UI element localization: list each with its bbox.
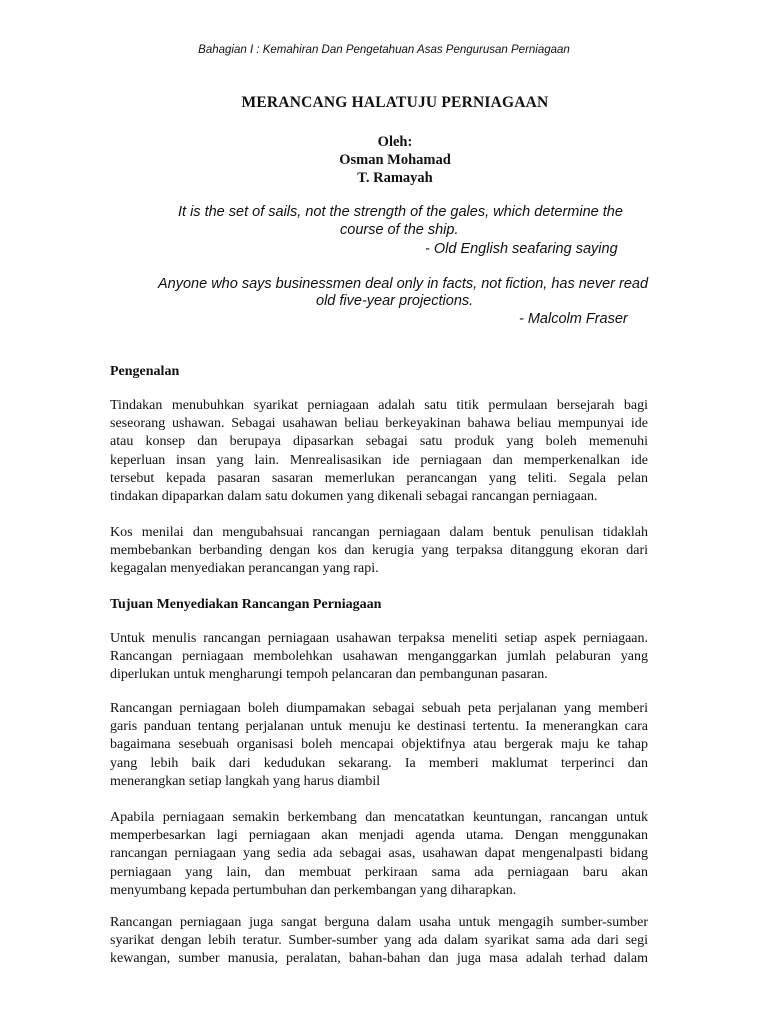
author-name: T. Ramayah: [357, 170, 433, 186]
paragraph: [110, 809, 648, 900]
running-head: Bahagian I : Kemahiran Dan Pengetahuan Asas Pengurusan Perniagaan: [198, 44, 570, 56]
paragraph-line: menyumbang kepada pertumbuhan dan perkembangan yang diharapkan.: [110, 882, 517, 898]
epigraph-line: course of the ship.: [340, 222, 459, 238]
paragraph-line: kegagalan menyediakan perancangan yang rapi.: [110, 561, 379, 577]
author-name: Osman Mohamad: [339, 152, 451, 168]
paragraph-line: Apabila perniagaan semakin berkembang dan mencatatkan keuntungan, rancangan untuk: [110, 810, 648, 825]
epigraph-line: Anyone who says businessmen deal only in facts, not fiction, has never read: [158, 276, 649, 292]
paragraph: [110, 914, 648, 969]
paragraph-line: menerangkan setiap langkah yang harus diambil: [110, 773, 381, 789]
epigraph: [0, 203, 768, 263]
paragraph-line: syarikat dengan lebih teratur. Sumber-sumber yang ada dalam syarikat sama ada dari segi: [110, 933, 648, 949]
paragraph-line: kewangan, sumber manusia, peralatan, bahan-bahan dan juga masa adalah terhad dalam: [110, 951, 648, 967]
paragraph-line: perniagaan yang lain, dan membuat perkiraan sama ada perniagaan baru akan: [110, 864, 648, 880]
paragraph-line: Untuk menulis rancangan perniagaan usahawan terpaksa meneliti setiap aspek perniagaan.: [110, 631, 648, 646]
paragraph-line: yang lebih baik dari kedudukan sekarang. Ia memberi maklumat terperinci dan: [110, 755, 648, 771]
document-title: MERANCANG HALATUJU PERNIAGAAN: [241, 94, 549, 111]
paragraph-line: Rancangan perniagaan juga sangat berguna dalam usaha untuk mengagih sumber-sumber: [110, 915, 648, 930]
paragraph-line: Kos menilai dan mengubahsuai rancangan perniagaan dalam bentuk penulisan tidaklah: [110, 525, 648, 540]
epigraph-line: It is the set of sails, not the strength of the gales, which determine the: [178, 204, 623, 220]
paragraph-line: Rancangan perniagaan membolehkan usahawan menganggarkan jumlah pelaburan yang: [110, 649, 648, 665]
paragraph-line: Rancangan perniagaan boleh diumpamakan sebagai sebuah peta perjalanan yang memberi: [110, 701, 648, 716]
paragraph-line: atau konsep dan berupaya dipasarkan sebagai satu produk yang boleh memenuhi: [110, 434, 648, 450]
paragraph-line: rancangan perniagaan yang sedia ada sebagai asas, usahawan dapat mengenalpasti bidang: [110, 846, 648, 862]
paragraph-line: keperluan insan yang lain. Menrealisasikan ide perniagaan dan memperkenalkan ide: [110, 452, 648, 468]
byline-label: Oleh:: [377, 134, 413, 150]
paragraph-line: diperlukan untuk mengharungi tempoh pelancaran dan pembangunan pasaran.: [110, 667, 548, 683]
section-heading: Tujuan Menyediakan Rancangan Perniagaan: [110, 597, 382, 612]
paragraph: [110, 630, 648, 685]
epigraph: [0, 275, 768, 335]
paragraph: [110, 524, 648, 579]
epigraph-attribution: - Malcolm Fraser: [519, 311, 628, 327]
paragraph-line: memperbesarkan lagi perniagaan akan menjadi agenda utama. Dengan menggunakan: [110, 828, 648, 844]
paragraph-line: tindakan dipaparkan dalam satu dokumen yang dikenali sebagai rancangan perniagaan.: [110, 488, 598, 504]
section-heading: Pengenalan: [110, 364, 180, 379]
paragraph-line: bagaimana sesebuah organisasi boleh mencapai objektifnya atau bergerak maju ke tahap: [110, 737, 648, 753]
epigraph-line: old five-year projections.: [316, 293, 474, 309]
epigraph-attribution: - Old English seafaring saying: [425, 241, 618, 257]
paragraph: [110, 397, 648, 506]
paragraph-line: Tindakan menubuhkan syarikat perniagaan adalah satu titik permulaan bersejarah bagi: [110, 398, 648, 413]
paragraph: [110, 700, 648, 791]
paragraph-line: seseorang ushawan. Sebagai usahawan beliau berkeyakinan bahawa beliau mempunyai ide: [110, 416, 648, 432]
byline: [0, 133, 768, 187]
paragraph-line: membebankan berbanding dengan kos dan kerugia yang terpaksa ditanggung ekoran dari: [110, 543, 648, 559]
paragraph-line: tersebut kepada pasaran sasaran memerlukan perancangan yang teliti. Segala pelan: [110, 470, 648, 486]
paragraph-line: garis panduan tentang perjalanan untuk menuju ke destinasi tertentu. Ia menerangkan cara: [110, 719, 648, 735]
